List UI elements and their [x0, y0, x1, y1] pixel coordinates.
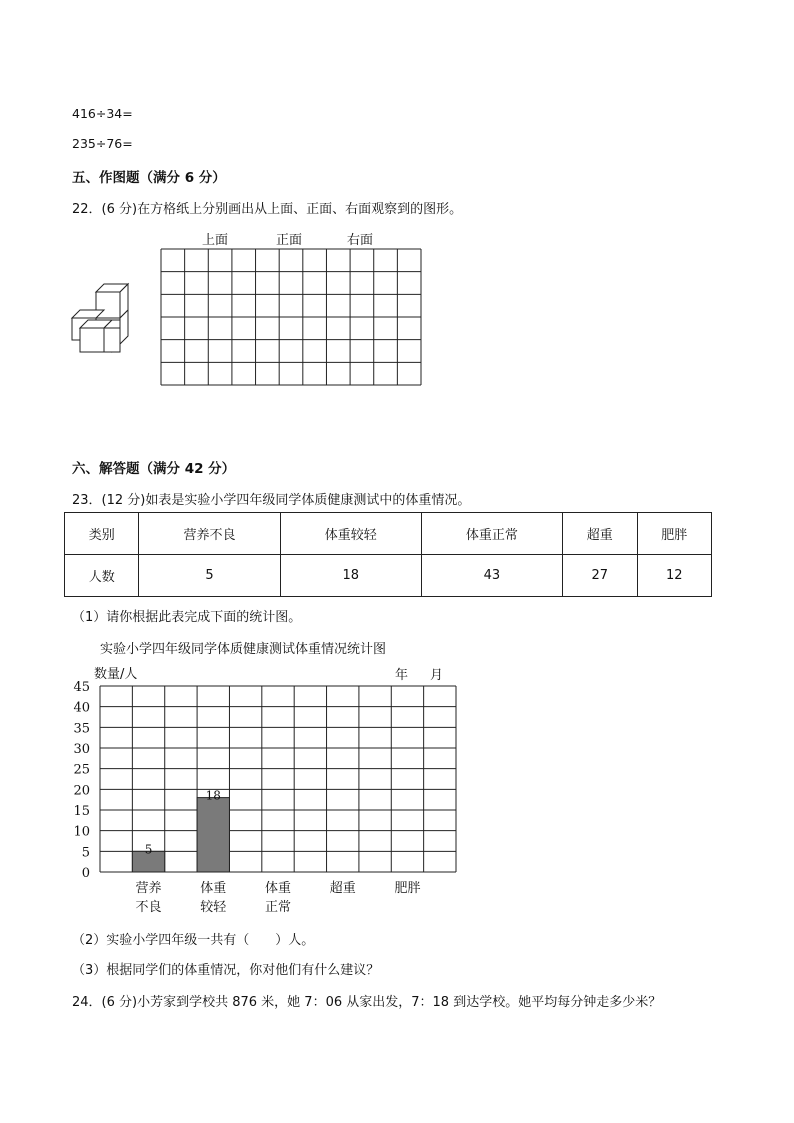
table-cell: 人数 [65, 555, 139, 597]
y-tick-label: 15 [73, 804, 90, 819]
table-header-cell: 类别 [65, 513, 139, 555]
table-header-cell: 体重正常 [421, 513, 562, 555]
weight-table [64, 512, 712, 597]
y-tick-label: 45 [73, 680, 90, 695]
table-header-cell: 肥胖 [637, 513, 712, 555]
x-category-label: 体重 [264, 881, 292, 896]
y-tick-label: 35 [73, 721, 90, 737]
y-tick-label: 10 [73, 824, 90, 840]
y-tick-label: 25 [73, 762, 90, 778]
y-tick-label: 30 [73, 742, 90, 757]
table-row [65, 513, 712, 555]
sub-question-1: （1）请你根据此表完成下面的统计图。 [72, 610, 302, 625]
y-tick-label: 40 [73, 700, 90, 716]
section-6-title: 六、解答题（满分 42 分） [72, 461, 236, 477]
chart-title: 实验小学四年级同学体质健康测试体重情况统计图 [100, 642, 387, 657]
sub-question-3: （3）根据同学们的体重情况，你对他们有什么建议？ [72, 963, 380, 978]
x-category-label: 不良 [135, 900, 162, 915]
view-label-front: 正面 [276, 233, 303, 248]
chart-grid [100, 686, 456, 872]
table-row [65, 555, 712, 597]
equation-1: 416÷34= [72, 106, 133, 121]
y-tick-label: 20 [73, 783, 90, 799]
equation-2: 235÷76= [72, 136, 133, 151]
table-cell: 18 [280, 555, 421, 597]
question-24: 24．(6 分)小芳家到学校共 876 米，她 7：06 从家出发，7：18 到达学校。她平均每分钟走多少米？ [72, 995, 662, 1010]
bar [197, 798, 229, 872]
chart-ylabel: 数量/人 [94, 667, 138, 682]
y-tick-label: 0 [81, 866, 90, 881]
question-23: 23．(12 分)如表是实验小学四年级同学体质健康测试中的体重情况。 [72, 493, 471, 508]
sub-question-2: （2）实验小学四年级一共有（ ）人。 [72, 933, 315, 948]
x-category-label: 正常 [264, 900, 292, 915]
view-label-right: 右面 [347, 233, 374, 248]
table-cell: 12 [637, 555, 712, 597]
chart-year-label: 年 [395, 668, 409, 683]
table-cell: 5 [139, 555, 280, 597]
bar-value-label: 18 [205, 788, 221, 803]
x-category-label: 营养 [135, 881, 162, 896]
grid-paper[interactable] [160, 248, 422, 386]
chart-month-label: 月 [430, 668, 444, 683]
x-category-label: 体重 [200, 881, 227, 896]
x-category-label: 超重 [329, 881, 356, 896]
y-tick-label: 5 [81, 845, 90, 861]
table-header-cell: 体重较轻 [280, 513, 421, 555]
weight-bar-chart[interactable] [60, 676, 480, 916]
cube-stack-drawing [70, 282, 132, 356]
table-cell: 43 [421, 555, 562, 597]
x-category-label: 肥胖 [394, 881, 421, 896]
table-cell: 27 [563, 555, 637, 597]
table-header-cell: 超重 [563, 513, 637, 555]
question-22: 22．(6 分)在方格纸上分别画出从上面、正面、右面观察到的图形。 [72, 202, 463, 217]
bar-value-label: 5 [144, 842, 153, 857]
section-5-title: 五、作图题（满分 6 分） [72, 170, 226, 186]
table-header-cell: 营养不良 [139, 513, 280, 555]
view-label-top: 上面 [202, 233, 229, 248]
x-category-label: 较轻 [200, 900, 227, 915]
